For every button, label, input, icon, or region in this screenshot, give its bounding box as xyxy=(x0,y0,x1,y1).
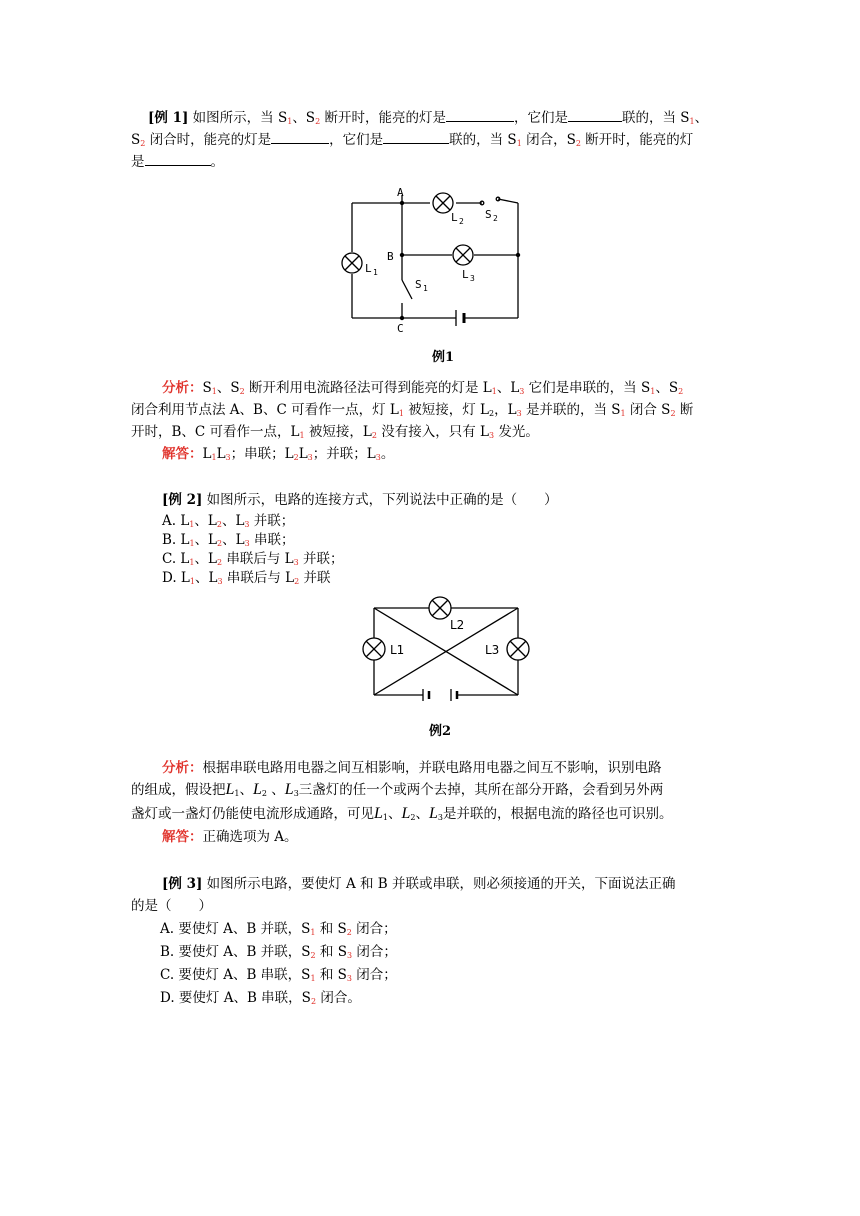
analysis-label: 分析： xyxy=(162,380,203,396)
answer-label: 解答： xyxy=(162,446,203,462)
text: 如图所示电路，要使灯 A 和 B 并联或串联，则必须接通的开关，下面说法正确 xyxy=(206,876,676,892)
text: B. L xyxy=(162,532,190,548)
sub: 2 xyxy=(575,139,581,148)
sub: 2 xyxy=(293,453,299,462)
sub: 3 xyxy=(293,558,299,567)
text: 闭合 S xyxy=(625,402,671,418)
analysis-label: 分析： xyxy=(162,760,203,776)
text: 的组成，假设把 xyxy=(131,782,226,798)
sub: 2 xyxy=(678,387,684,396)
text: 是并联的，当 S xyxy=(521,402,621,418)
ex3-label: [例 3] xyxy=(162,876,203,892)
text: 、L xyxy=(194,570,218,586)
text: ；并联；L xyxy=(312,446,376,462)
text: 联的，当 S xyxy=(621,110,690,126)
sub: 1 xyxy=(382,813,388,822)
text: 被短接，L xyxy=(304,424,372,440)
text: 、L xyxy=(221,513,245,529)
lamp-L2-label: L xyxy=(451,211,458,224)
text: ，它们是 xyxy=(513,110,568,126)
text: 和 S xyxy=(315,921,347,937)
circuit-diagram-1 xyxy=(330,185,535,345)
text: 。 xyxy=(380,446,395,462)
text: A. L xyxy=(162,513,190,529)
text: 闭合； xyxy=(352,944,397,960)
text: 、 xyxy=(694,110,709,126)
sub: 1 xyxy=(650,387,656,396)
ex3-question-line-1 xyxy=(162,873,676,895)
text: 串联； xyxy=(249,532,295,548)
ex1-answer xyxy=(162,443,394,469)
text: 断开时，能亮的灯 xyxy=(580,132,694,148)
sub: 2 xyxy=(140,139,146,148)
text: 如图所示，当 S xyxy=(192,110,288,126)
sub: 1 xyxy=(620,409,626,418)
symbol-l3: L xyxy=(429,805,438,822)
lamp-L3-label: L xyxy=(462,268,469,281)
ex3-question-line-2 xyxy=(131,895,212,917)
ex2-option-d[interactable] xyxy=(162,567,331,593)
text: 闭合时，能亮的灯是 xyxy=(145,132,272,148)
text: 串联后与 L xyxy=(222,570,295,586)
text: 联的，当 S xyxy=(449,132,517,148)
sub: 2 xyxy=(217,539,223,548)
text: 正确选项为 A。 xyxy=(202,829,298,845)
blank-2[interactable] xyxy=(568,107,622,122)
symbol-l1: L xyxy=(225,781,235,798)
node-B-label: B xyxy=(387,250,394,263)
sub: 3 xyxy=(225,453,231,462)
text: 和 S xyxy=(315,944,347,960)
sub: 2 xyxy=(239,387,245,396)
sub: 3 xyxy=(346,951,353,960)
lamp-L2-label: L2 xyxy=(450,618,465,632)
sub: 1 xyxy=(310,928,316,937)
sub: 1 xyxy=(189,558,195,567)
text: 并联； xyxy=(249,513,295,529)
sub: 1 xyxy=(189,520,195,529)
sub: 2 xyxy=(294,577,300,586)
ex3-option-d[interactable] xyxy=(160,987,361,1013)
sub: 3 xyxy=(437,813,443,822)
text: 并联； xyxy=(298,551,344,567)
sub: 1 xyxy=(211,387,217,396)
sub: 2 xyxy=(216,558,223,567)
text: S xyxy=(202,380,212,396)
text: 、 xyxy=(267,782,285,798)
figure-caption-2: 例2 xyxy=(429,724,452,739)
sub: 3 xyxy=(307,453,313,462)
text: 串联后与 L xyxy=(222,551,294,567)
blank-3[interactable] xyxy=(271,129,329,144)
sub: 3 xyxy=(519,387,525,396)
ex2-analysis-line-2 xyxy=(131,779,663,805)
node-C-label: C xyxy=(397,322,404,335)
text: 是 xyxy=(131,154,145,170)
sub: 2 xyxy=(315,117,321,126)
text: 、S xyxy=(216,380,240,396)
ex2-analysis-line-1 xyxy=(162,757,662,779)
sub: 2 xyxy=(346,928,352,937)
sub: 1 xyxy=(310,974,316,983)
text: 它们是串联的，当 S xyxy=(524,380,651,396)
svg-text:3: 3 xyxy=(470,274,475,283)
text: 、 xyxy=(415,806,429,822)
text: 盏灯或一盏灯仍能使电流形成通路，可见 xyxy=(131,806,374,822)
sub: 3 xyxy=(489,431,495,440)
ex1-label: [例 1] xyxy=(148,110,189,126)
sub: 2 xyxy=(310,997,317,1006)
blank-4[interactable] xyxy=(383,129,449,144)
ex1-line-3 xyxy=(131,151,224,173)
lamp-L1-label: L1 xyxy=(390,643,405,657)
text: 、 xyxy=(239,782,253,798)
text: A. 要使灯 A、B 并联，S xyxy=(160,921,311,937)
figure-caption-1: 例1 xyxy=(432,350,455,365)
text: 闭合利用节点法 A、B、C 可看作一点，灯 L xyxy=(131,402,399,418)
text: 闭合； xyxy=(351,967,397,983)
text: 被短接，灯 L xyxy=(403,402,489,418)
text: D. L xyxy=(162,570,190,586)
text: 根据串联电路用电器之间互相影响，并联电路用电器之间互不影响，识别电路 xyxy=(202,760,662,776)
text: 、L xyxy=(194,532,218,548)
text: 、L xyxy=(194,513,217,529)
text: 闭合； xyxy=(351,921,397,937)
text: 、L xyxy=(496,380,520,396)
sub: 2 xyxy=(310,951,316,960)
text: 的是（ ） xyxy=(131,898,212,914)
text: 、 xyxy=(388,806,402,822)
text: 、L xyxy=(194,551,217,567)
sub: 2 xyxy=(261,789,267,798)
text: L xyxy=(298,446,308,462)
text: S xyxy=(131,132,141,148)
text: 开时，B、C 可看作一点，L xyxy=(131,424,300,440)
text: 和 S xyxy=(315,967,347,983)
switch-S1-label: S xyxy=(415,278,422,291)
sub: 1 xyxy=(398,409,404,418)
switch-S2-label: S xyxy=(485,208,492,221)
ex2-question xyxy=(162,489,558,511)
sub: 3 xyxy=(375,453,381,462)
text: 发光。 xyxy=(494,424,539,440)
svg-text:2: 2 xyxy=(493,214,498,223)
text: 、S xyxy=(292,110,316,126)
text: B. 要使灯 A、B 并联，S xyxy=(160,944,311,960)
text: 闭合。 xyxy=(316,990,361,1006)
sub: 1 xyxy=(189,577,195,586)
sub: 1 xyxy=(287,117,293,126)
answer-label: 解答： xyxy=(162,829,203,845)
text: 。 xyxy=(210,154,224,170)
text: ，L xyxy=(494,402,517,418)
symbol-l2: L xyxy=(401,805,411,822)
lamp-L1-label: L xyxy=(365,262,372,275)
sub: 1 xyxy=(211,453,217,462)
sub: 2 xyxy=(371,431,377,440)
sub: 1 xyxy=(234,789,240,798)
sub: 3 xyxy=(244,539,250,548)
sub: 2 xyxy=(489,409,495,418)
svg-text:1: 1 xyxy=(373,268,378,277)
sub: 2 xyxy=(410,813,416,822)
sub: 3 xyxy=(217,577,223,586)
text: 断开时，能亮的灯是 xyxy=(320,110,446,126)
symbol-l2: L xyxy=(253,781,262,798)
text: ，它们是 xyxy=(329,132,384,148)
svg-text:1: 1 xyxy=(423,284,428,293)
sub: 1 xyxy=(189,539,195,548)
sub: 2 xyxy=(216,520,222,529)
text: ；串联；L xyxy=(230,446,294,462)
ex2-answer xyxy=(162,826,298,848)
sub: 1 xyxy=(689,117,695,126)
sub: 3 xyxy=(516,409,522,418)
text: D. 要使灯 A、B 串联，S xyxy=(160,990,311,1006)
sub: 3 xyxy=(346,974,352,983)
blank-5[interactable] xyxy=(145,151,211,166)
text: C. 要使灯 A、B 串联，S xyxy=(160,967,311,983)
text: 、S xyxy=(655,380,679,396)
text: 是并联的，根据电流的路径也可识别。 xyxy=(443,806,673,822)
lamp-L3-label: L3 xyxy=(485,643,500,657)
text: L xyxy=(216,446,226,462)
sub: 1 xyxy=(299,431,305,440)
sub: 1 xyxy=(516,139,522,148)
sub: 3 xyxy=(293,789,299,798)
svg-text:2: 2 xyxy=(459,217,464,226)
text: 闭合，S xyxy=(521,132,576,148)
text: 断 xyxy=(675,402,694,418)
sub: 3 xyxy=(244,520,250,529)
symbol-l3: L xyxy=(284,781,294,798)
text: 、L xyxy=(222,532,245,548)
ex2-label: [例 2] xyxy=(162,492,203,508)
text: 三盏灯的任一个或两个去掉，其所在部分开路，会看到另外两 xyxy=(298,782,664,798)
circuit-diagram-2 xyxy=(358,596,533,706)
blank-1[interactable] xyxy=(446,107,514,122)
text: 没有接入，只有 L xyxy=(376,424,490,440)
node-A-label: A xyxy=(397,186,404,199)
symbol-l1: L xyxy=(374,805,383,822)
sub: 1 xyxy=(491,387,497,396)
text: C. L xyxy=(162,551,190,567)
text: 并联 xyxy=(299,570,331,586)
sub: 2 xyxy=(670,409,676,418)
text: L xyxy=(202,446,212,462)
text: 如图所示，电路的连接方式，下列说法中正确的是（ ） xyxy=(206,492,558,508)
text: 断开利用电流路径法可得到能亮的灯是 L xyxy=(244,380,492,396)
